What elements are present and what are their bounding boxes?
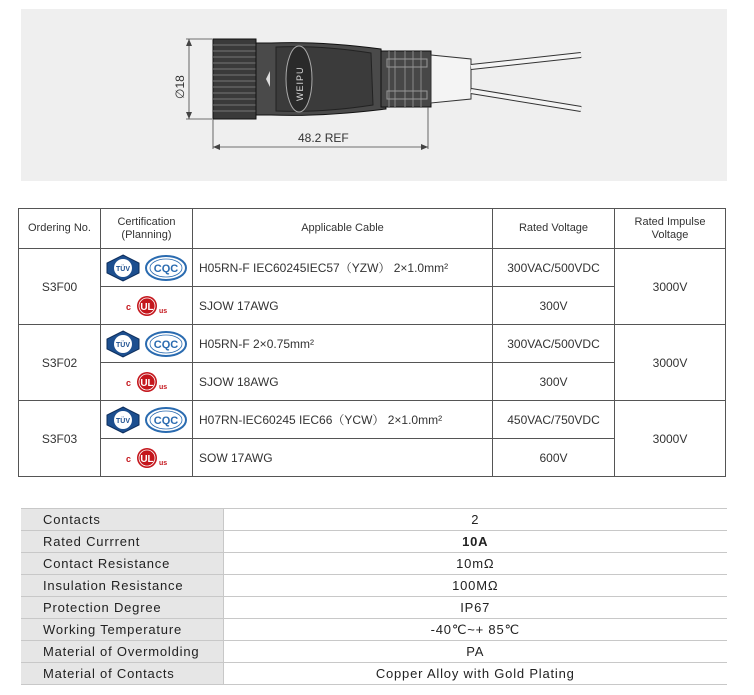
spec-row <box>21 641 727 663</box>
svg-text:TÜV: TÜV <box>116 417 130 425</box>
cable-cell: SJOW 17AWG <box>193 287 493 325</box>
spec-label: Rated Currrent <box>21 531 223 553</box>
voltage-cell: 300VAC/500VDC <box>493 325 615 363</box>
cul-us-logos <box>101 445 192 471</box>
impulse-voltage-cell: 3000V <box>615 249 726 325</box>
spec-label: Contact Resistance <box>21 553 223 575</box>
header-ordering-no: Ordering No. <box>19 209 101 249</box>
ordering-row <box>19 325 726 363</box>
svg-text:UL: UL <box>139 453 154 465</box>
length-label: 48.2 REF <box>298 131 349 145</box>
voltage-cell: 600V <box>493 439 615 477</box>
svg-text:CQC: CQC <box>153 414 179 427</box>
cul-us-logos <box>101 369 192 395</box>
spec-value: 100MΩ <box>223 575 727 597</box>
cqc-logo-icon <box>144 406 188 434</box>
ordering-row <box>19 401 726 439</box>
cqc-logo-icon <box>144 330 188 358</box>
spec-table <box>21 508 727 685</box>
diameter-label: ∅18 <box>173 75 187 99</box>
cul-us-logo-icon <box>123 293 171 319</box>
ordering-table-header <box>19 209 726 249</box>
spec-label: Material of Overmolding <box>21 641 223 663</box>
certification-cell <box>101 325 193 363</box>
spec-label: Working Temperature <box>21 619 223 641</box>
voltage-cell: 450VAC/750VDC <box>493 401 615 439</box>
svg-text:UL: UL <box>139 301 154 313</box>
spec-value: 10mΩ <box>223 553 727 575</box>
spec-value: 2 <box>223 509 727 531</box>
certification-cell <box>101 249 193 287</box>
impulse-voltage-cell: 3000V <box>615 325 726 401</box>
tuv-cqc-logos <box>101 406 192 434</box>
header-certification: Certification (Planning) <box>101 209 193 249</box>
svg-text:UL: UL <box>139 377 154 389</box>
svg-text:c: c <box>125 377 131 388</box>
ordering-no-cell: S3F00 <box>19 249 101 325</box>
svg-text:TÜV: TÜV <box>116 341 130 349</box>
cable-cell: SJOW 18AWG <box>193 363 493 401</box>
cul-us-logos <box>101 293 192 319</box>
certification-cell <box>101 287 193 325</box>
header-applicable-cable: Applicable Cable <box>193 209 493 249</box>
header-rated-voltage: Rated Voltage <box>493 209 615 249</box>
connector-drawing <box>21 9 727 181</box>
spec-value: 10A <box>223 531 727 553</box>
svg-text:us: us <box>158 383 167 391</box>
voltage-cell: 300V <box>493 287 615 325</box>
spec-label: Protection Degree <box>21 597 223 619</box>
ordering-no-cell: S3F02 <box>19 325 101 401</box>
certification-cell <box>101 401 193 439</box>
spec-value: PA <box>223 641 727 663</box>
tuv-cqc-logos <box>101 330 192 358</box>
cul-us-logo-icon <box>123 445 171 471</box>
cqc-logo-icon <box>144 254 188 282</box>
cable-cell: H05RN-F IEC60245IEC57（YZW） 2×1.0mm² <box>193 249 493 287</box>
svg-text:c: c <box>125 453 131 464</box>
certification-cell <box>101 439 193 477</box>
svg-text:CQC: CQC <box>153 262 179 275</box>
ordering-table <box>18 208 726 477</box>
spec-row <box>21 531 727 553</box>
tuv-cqc-logos <box>101 254 192 282</box>
tuv-logo-icon <box>105 330 141 358</box>
cable-cell: H05RN-F 2×0.75mm² <box>193 325 493 363</box>
certification-cell <box>101 363 193 401</box>
cable-cell: H07RN-IEC60245 IEC66（YCW） 2×1.0mm² <box>193 401 493 439</box>
spec-row <box>21 509 727 531</box>
connector-drawing-svg <box>21 9 727 181</box>
spec-value: Copper Alloy with Gold Plating <box>223 663 727 685</box>
spec-value: -40℃~+ 85℃ <box>223 619 727 641</box>
spec-value: IP67 <box>223 597 727 619</box>
svg-text:CQC: CQC <box>153 338 179 351</box>
impulse-voltage-cell: 3000V <box>615 401 726 477</box>
svg-text:c: c <box>125 301 131 312</box>
ordering-row <box>19 249 726 287</box>
spec-row <box>21 575 727 597</box>
spec-row <box>21 663 727 685</box>
voltage-cell: 300V <box>493 363 615 401</box>
brand-mark: WEIPU <box>295 66 305 101</box>
cul-us-logo-icon <box>123 369 171 395</box>
header-rated-impulse-voltage: Rated Impulse Voltage <box>615 209 726 249</box>
tuv-logo-icon <box>105 254 141 282</box>
spec-label: Contacts <box>21 509 223 531</box>
spec-row <box>21 553 727 575</box>
svg-text:TÜV: TÜV <box>116 265 130 273</box>
svg-text:us: us <box>158 307 167 315</box>
voltage-cell: 300VAC/500VDC <box>493 249 615 287</box>
spec-row <box>21 597 727 619</box>
tuv-logo-icon <box>105 406 141 434</box>
spec-label: Material of Contacts <box>21 663 223 685</box>
ordering-no-cell: S3F03 <box>19 401 101 477</box>
svg-text:us: us <box>158 459 167 467</box>
spec-row <box>21 619 727 641</box>
cable-cell: SOW 17AWG <box>193 439 493 477</box>
spec-label: Insulation Resistance <box>21 575 223 597</box>
